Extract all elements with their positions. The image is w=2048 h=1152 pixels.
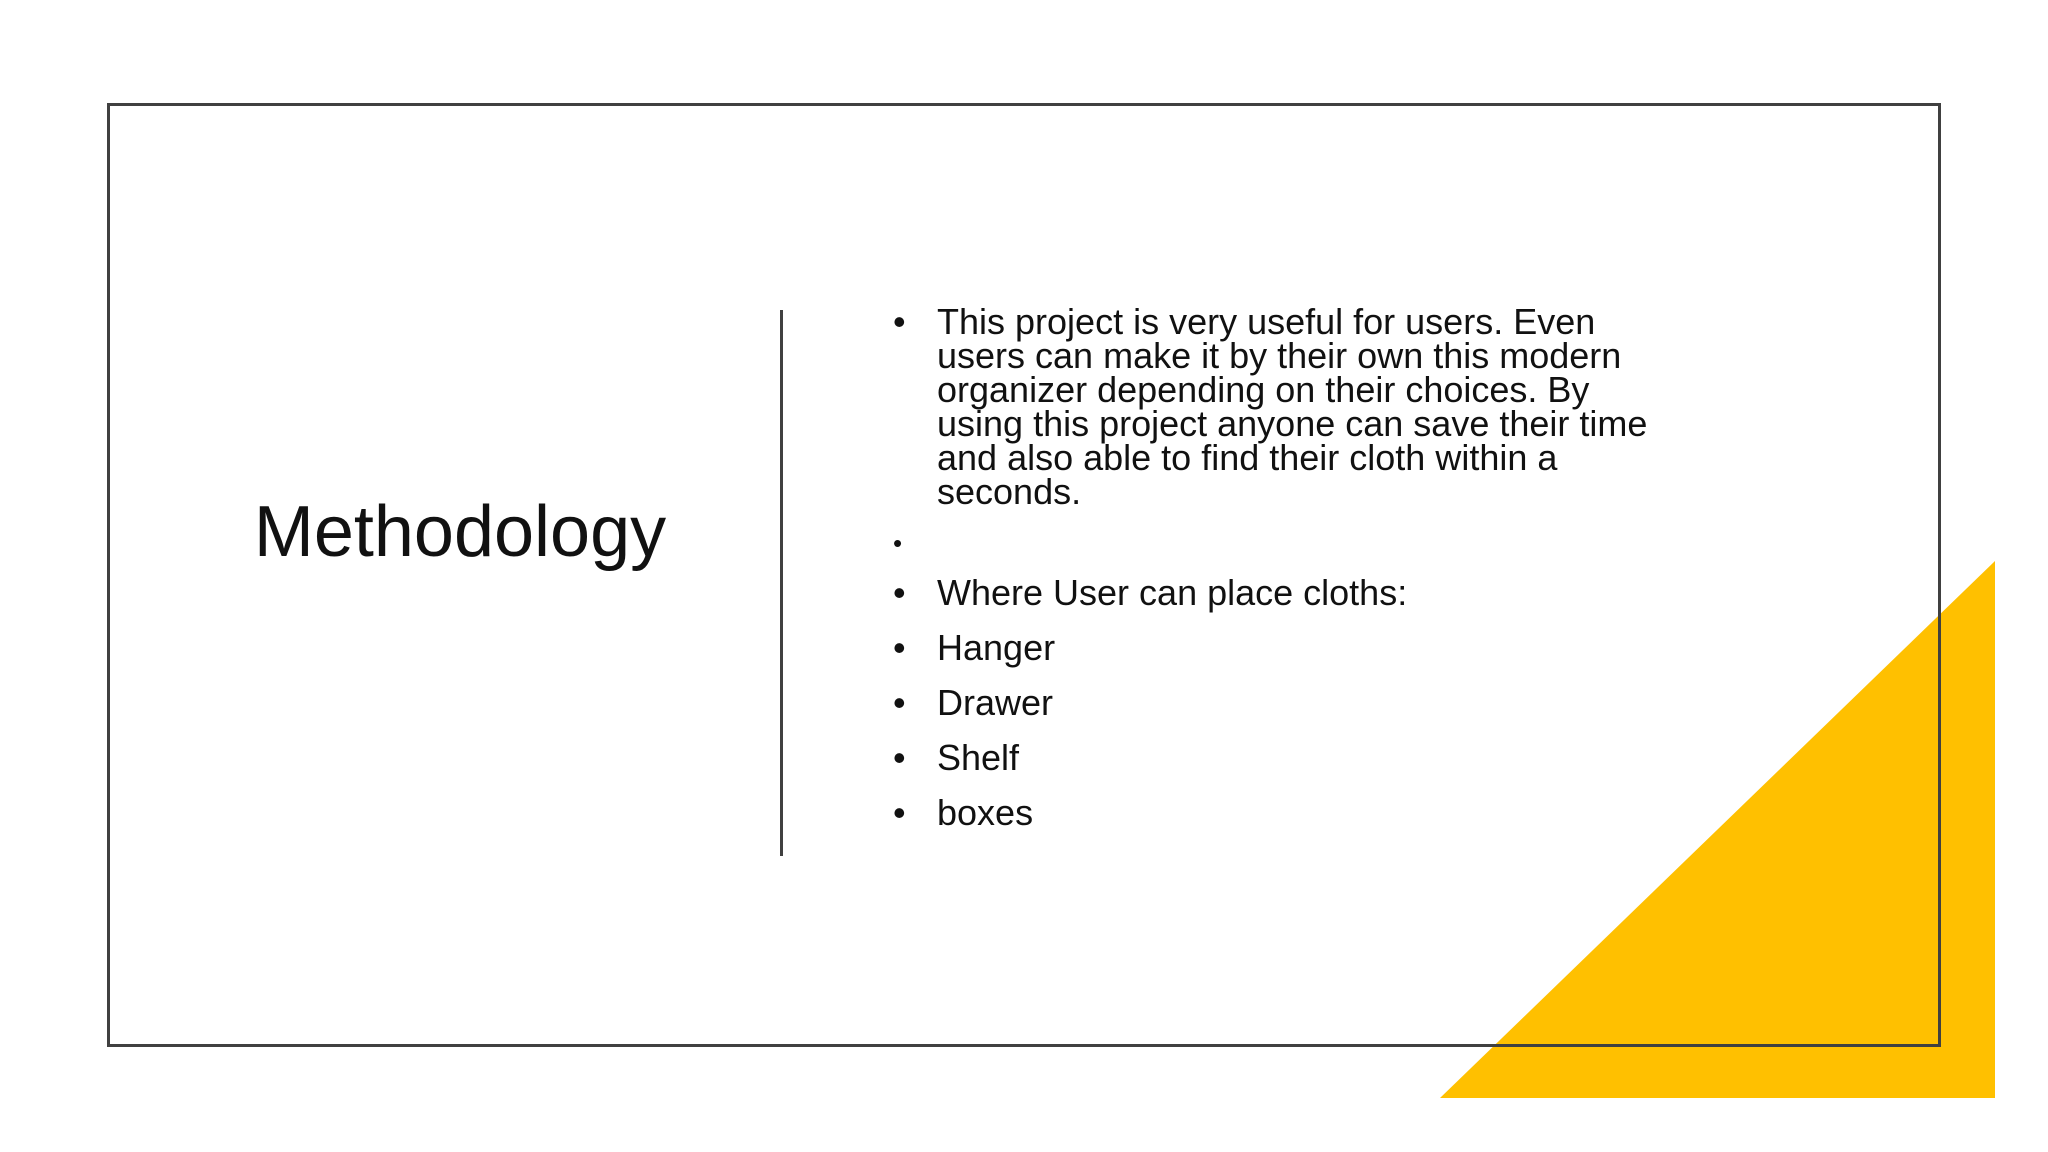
list-item xyxy=(893,679,1673,727)
bullet-icon: • xyxy=(893,792,906,833)
list-item-text: Shelf xyxy=(937,737,1020,778)
list-item-text: boxes xyxy=(937,792,1034,833)
bullet-list xyxy=(893,301,1673,844)
bullet-icon: • xyxy=(893,627,906,668)
list-item xyxy=(893,569,1673,617)
list-item xyxy=(893,301,1673,512)
list-item-text: Where User can place cloths: xyxy=(937,572,1408,613)
list-item-text: Hanger xyxy=(937,627,1056,668)
list-item-text: This project is very useful for users. Even users can make it by their own this modern organizer depending on their choices. By using this project anyone can save their time and also able to find their cloth within a seconds. xyxy=(937,301,1648,512)
bullet-icon: • xyxy=(893,528,903,558)
list-item xyxy=(893,789,1673,837)
list-item-text: Drawer xyxy=(937,682,1054,723)
list-item xyxy=(893,734,1673,782)
slide-title: Methodology xyxy=(253,492,667,572)
list-item xyxy=(893,523,1673,563)
list-item xyxy=(893,624,1673,672)
bullet-icon: • xyxy=(893,737,906,778)
vertical-divider xyxy=(780,310,783,856)
bullet-icon: • xyxy=(893,682,906,723)
bullet-icon: • xyxy=(893,301,906,342)
bullet-icon: • xyxy=(893,572,906,613)
